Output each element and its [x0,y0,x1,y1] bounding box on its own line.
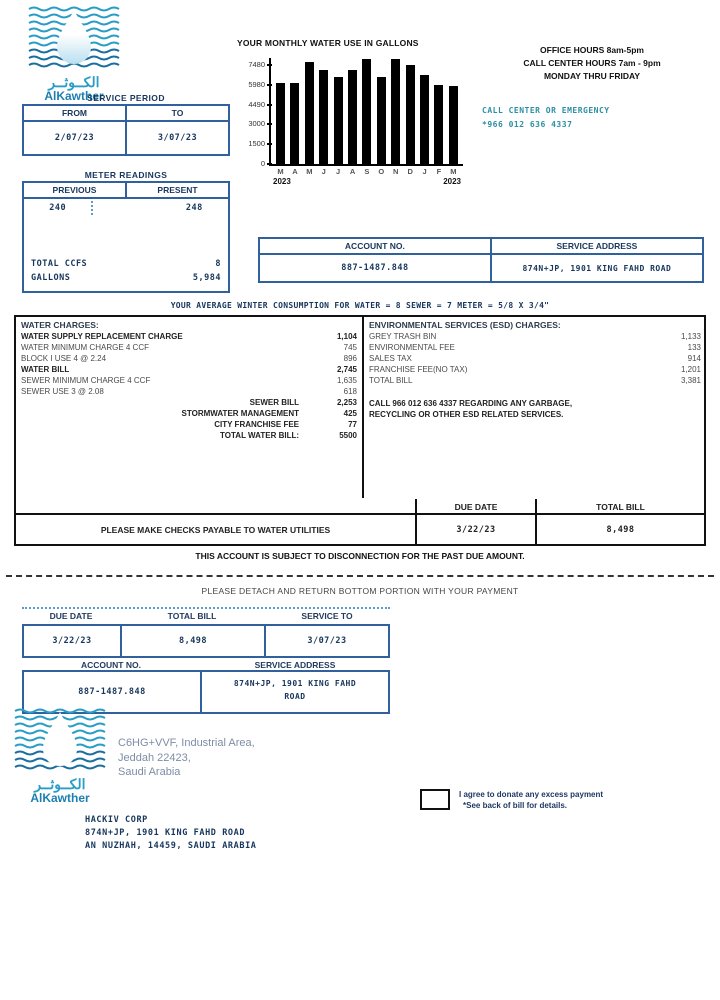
stub-total-bill-label: TOTAL BILL [167,611,217,621]
stub-due-date-label: DUE DATE [49,611,93,621]
meter-dotted-divider [91,201,160,215]
charge-row [369,331,701,342]
chart-year-right: 2023 [443,177,461,186]
charge-value: 2,253 [336,398,357,407]
charge-value: 2,745 [336,365,357,374]
stub-account-no-label: ACCOUNT NO. [81,660,141,670]
brand-arabic-text: الكــوثــر [48,74,100,90]
recipient-address-block [85,814,257,853]
recipient-line: AN NUZHAH, 14459, SAUDI ARABIA [85,841,257,851]
chart-bar [319,70,328,164]
chart-tick-label: 3000 [248,119,265,129]
stub-service-to-value: 3/07/23 [264,626,388,656]
charge-label: TOTAL BILL [369,376,413,385]
charge-label: SALES TAX [369,354,412,363]
charge-row [21,397,357,408]
office-hours-line: OFFICE HOURS 8am-5pm [540,45,644,55]
charge-row [21,342,357,353]
charge-label: CITY FRANCHISE FEE [214,420,299,429]
charge-row [21,331,357,342]
charges-box [14,315,706,546]
charge-label: WATER MINIMUM CHARGE 4 CCF [21,343,149,352]
chart-tick-mark [267,143,272,145]
charge-row [21,419,357,430]
detach-note: PLEASE DETACH AND RETURN BOTTOM PORTION WITH YOUR PAYMENT [201,586,519,596]
charge-label: GREY TRASH BIN [369,332,437,341]
brand-arabic-text: الكــوثــر [34,776,86,792]
stub-due-date-value: 3/22/23 [52,636,92,646]
chart-x-label: J [422,167,427,176]
chart-tick-mark [267,163,272,165]
chart-x-label: A [292,167,298,176]
charge-value: 914 [687,354,701,363]
chart-tick-label: 1500 [248,139,265,149]
stub-address-line1: 874N+JP, 1901 KING FAHD [233,679,357,688]
recipient-line: 874N+JP, 1901 KING FAHD ROAD [85,828,246,838]
chart-tick-mark [267,104,272,106]
chart-tick-mark [267,84,272,86]
chart-bar [290,83,299,164]
chart-bar [449,86,458,164]
account-no-label: ACCOUNT NO. [344,241,405,251]
charge-row [21,408,357,419]
charge-row [369,364,701,375]
chart-x-label: J [336,167,341,176]
charge-value: 3,381 [680,376,701,385]
charge-value: 1,201 [680,365,701,374]
recipient-line: HACKIV CORP [85,815,148,825]
service-to-date: 3/07/23 [125,122,228,154]
company-address-line: C6HG+VVF, Industrial Area, [118,737,255,749]
totals-value-row [16,513,704,544]
due-date-label: DUE DATE [415,499,535,515]
charge-row [369,353,701,364]
chart-tick-label: 4490 [248,99,265,109]
charge-row [369,375,701,386]
charge-label: TOTAL WATER BILL: [220,431,299,440]
chart-bar [276,83,285,164]
service-period-header-row [24,106,228,122]
account-value-row [260,255,702,281]
chart-tick-label: 0 [260,159,265,168]
charge-label: SEWER BILL [249,398,299,407]
gallons-label: GALLONS [31,273,71,283]
chart-bars [271,58,463,164]
payable-note: PLEASE MAKE CHECKS PAYABLE TO WATER UTILITIES [100,524,331,535]
stub-dotted-line [22,607,390,609]
account-table [258,237,704,283]
alkawther-logo [28,6,120,103]
chart-tick-label: 5980 [248,79,265,89]
office-hours-line: CALL CENTER HOURS 7am - 9pm [523,58,661,68]
chart-x-label: D [407,167,413,176]
charge-value: 1,104 [336,332,357,341]
disconnection-note: THIS ACCOUNT IS SUBJECT TO DISCONNECTION FOR THE PAST DUE AMOUNT. [195,551,525,561]
charge-label: STORMWATER MANAGEMENT [181,409,299,418]
chart-title: YOUR MONTHLY WATER USE IN GALLONS [237,38,419,48]
gallons-value: 5,984 [192,273,221,283]
chart-x-axis-labels [271,167,463,176]
charge-value: 77 [348,420,357,429]
chart-x-label: M [277,167,284,176]
account-header-row [260,239,702,255]
charge-label: WATER BILL [21,365,70,374]
service-address-label: SERVICE ADDRESS [490,239,702,253]
total-ccfs-value: 8 [215,259,221,269]
chart-tick-mark [267,123,272,125]
total-ccfs-row [31,259,221,269]
alkawther-logo-bottom [14,708,106,805]
previous-label: PREVIOUS [52,185,97,195]
esd-charges-title: ENVIRONMENTAL SERVICES (ESD) CHARGES: [369,320,561,330]
esd-charges-column [369,320,701,420]
chart-x-label: A [349,167,356,176]
charge-row [369,342,701,353]
charge-row [21,430,357,441]
chart-x-label: M [450,167,457,176]
call-center-line: CALL CENTER OR EMERGENCY [482,106,610,115]
charge-value: 1,635 [336,376,357,385]
charge-label: FRANCHISE FEE(NO TAX) [369,365,468,374]
stub-service-to-label: SERVICE TO [301,611,353,621]
water-waves-drop-icon [14,708,106,772]
charge-value: 5500 [339,431,357,440]
previous-reading: 240 [49,203,67,213]
charge-label: BLOCK I USE 4 @ 2.24 [21,354,107,363]
chart-x-label: S [364,167,370,176]
water-waves-drop-icon [28,6,120,70]
from-label: FROM [61,108,88,118]
call-center-block [482,104,610,132]
charge-label: ENVIRONMENTAL FEE [369,343,455,352]
water-charges-column [21,320,357,441]
donation-line2: *See back of bill for details. [463,801,568,810]
chart-bar [434,85,443,164]
meter-readings-table [22,181,230,293]
esd-note [369,398,701,420]
chart-bar [334,77,343,164]
charge-value: 618 [343,387,357,396]
charge-value: 745 [343,343,357,352]
company-address-block [118,736,255,780]
gallons-row [31,273,221,283]
donation-line1: I agree to donate any excess payment [459,790,604,799]
esd-note-line: RECYCLING OR OTHER ESD RELATED SERVICES. [369,410,564,419]
service-period-table [22,104,230,156]
chart-x-label: O [378,167,385,176]
charge-row [21,364,357,375]
detach-dashed-line [6,575,714,577]
charge-row [21,375,357,386]
brand-name-text: AlKawther [30,791,90,805]
total-bill-label: TOTAL BILL [535,499,704,515]
esd-note-line: CALL 966 012 636 4337 REGARDING ANY GARBAGE, [369,399,573,408]
stub-header-row-2 [22,660,390,670]
stub-total-bill-value: 8,498 [120,626,264,656]
meter-header-row [24,183,228,199]
chart-x-label: F [436,167,442,176]
chart-tick-mark [267,64,272,66]
meter-readings-title: METER READINGS [84,170,168,180]
chart-bar [362,59,371,164]
due-date-value: 3/22/23 [456,524,496,535]
stub-address-line2: ROAD [284,692,306,701]
chart-plot-area [248,58,463,186]
donation-text [459,789,603,811]
chart-x-label: J [321,167,326,176]
service-period-title: SERVICE PERIOD [87,93,165,103]
chart-x-label: N [393,167,399,176]
company-address-line: Jeddah 22423, [118,751,191,764]
chart-bar [377,77,386,164]
charge-value: 896 [343,354,357,363]
total-ccfs-label: TOTAL CCFS [31,259,88,269]
stub-service-address-value [200,672,388,712]
to-label: TO [125,106,228,120]
office-hours-line: MONDAY THRU FRIDAY [543,71,641,81]
company-address-line: Saudi Arabia [118,766,181,778]
stub-header-row-1 [22,611,390,621]
charge-value: 425 [343,409,357,418]
present-reading: 248 [185,203,203,213]
monthly-usage-chart [237,38,472,48]
service-period-value-row [24,122,228,154]
winter-consumption-note: YOUR AVERAGE WINTER CONSUMPTION FOR WATER = 8 SEWER = 7 METER = 5/8 X 3/4" [170,301,550,310]
chart-bar [305,62,314,164]
donation-checkbox[interactable] [420,789,450,810]
chart-bar [420,75,429,164]
charge-value: 133 [687,343,701,352]
total-bill-value: 8,498 [606,524,635,535]
call-center-line: *966 012 636 4337 [482,120,573,129]
service-from-date: 2/07/23 [54,133,95,143]
charges-divider [362,317,364,498]
charge-label: WATER SUPPLY REPLACEMENT CHARGE [21,332,183,341]
charge-row [21,353,357,364]
chart-bar [406,65,415,164]
chart-year-left: 2023 [273,177,291,186]
chart-bar [391,59,400,164]
chart-x-label: M [306,167,313,176]
present-label: PRESENT [125,183,228,197]
chart-tick-label: 7480 [248,59,265,69]
charge-value: 1,133 [680,332,701,341]
account-no-value: 887-1487.848 [341,263,409,273]
charge-label: SEWER MINIMUM CHARGE 4 CCF [21,376,151,385]
stub-account-no-value: 887-1487.848 [78,687,146,697]
charge-label: SEWER USE 3 @ 2.08 [21,387,104,396]
service-address-value: 874N+JP, 1901 KING FAHD ROAD [490,255,702,281]
stub-dates-table [22,624,390,658]
charge-row [21,386,357,397]
chart-bar [348,70,357,164]
meter-value-row [24,199,228,217]
water-charges-title: WATER CHARGES: [21,320,99,330]
stub-service-address-label: SERVICE ADDRESS [254,660,336,670]
brand-name-text: AlKawther [44,89,104,103]
office-hours-block [468,44,716,83]
